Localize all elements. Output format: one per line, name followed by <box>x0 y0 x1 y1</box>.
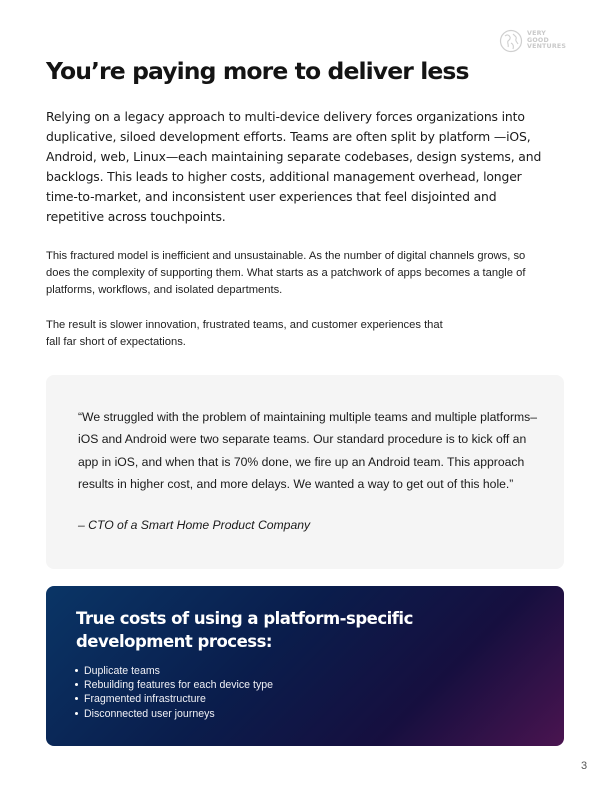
list-item-label: Fragmented infrastructure <box>84 693 206 706</box>
true-costs-title: True costs of using a platform-specific development process: <box>76 609 413 651</box>
body-paragraph-2: The result is slower innovation, frustrated teams, and customer experiences that fall far short of expectations. <box>46 319 443 348</box>
list-item <box>74 707 273 721</box>
list-item-label: Disconnected user journeys <box>84 707 215 720</box>
bullet-icon <box>75 712 78 715</box>
quote-attribution: – CTO of a Smart Home Product Company <box>78 518 311 532</box>
logo-line-1: VERY <box>527 30 547 38</box>
bullet-icon <box>75 669 78 672</box>
quote-callout <box>46 375 564 569</box>
true-costs-list <box>74 664 273 721</box>
quote-text: “We struggled with the problem of maintaining multiple teams and multiple platforms–iOS and Android were two separate teams. Our standard procedure is to kick off an app in iOS, and when that is 70% done, we fire up an Android team. This approach results in higher cost, and more delays. We wanted a way to get out of this hole.” <box>78 410 538 492</box>
body-paragraph-1: This fractured model is inefficient and unsustainable. As the number of digital channels grows, so does the complexity of supporting them. What starts as a patchwork of apps becomes a tangle of platforms, workflows, and isolated departments. <box>46 250 526 296</box>
logo-line-3: VENTURES <box>527 43 567 51</box>
very-good-ventures-logo <box>499 27 579 55</box>
globe-logo-icon <box>499 29 523 53</box>
logo-wordmark <box>527 31 566 51</box>
list-item <box>74 678 273 692</box>
true-costs-callout <box>46 586 564 746</box>
logo-line-2: GOOD <box>527 36 549 44</box>
page-title: You’re paying more to deliver less <box>46 57 469 85</box>
bullet-icon <box>75 683 78 686</box>
page-number: 3 <box>581 760 588 772</box>
list-item-label: Rebuilding features for each device type <box>84 679 274 692</box>
list-item <box>74 664 273 678</box>
list-item-label: Duplicate teams <box>84 665 160 677</box>
list-item <box>74 692 273 706</box>
bullet-icon <box>75 697 78 700</box>
lead-paragraph: Relying on a legacy approach to multi-device delivery forces organizations into duplicative, siloed development efforts. Teams are often split by platform —iOS, Android, web, Linux—each maintaining separate codebases, design systems, and backlogs. This leads to higher costs, additional management overhead, longer time-to-market, and inconsistent user experiences that feel disjointed and repetitive across touchpoints. <box>46 109 542 224</box>
